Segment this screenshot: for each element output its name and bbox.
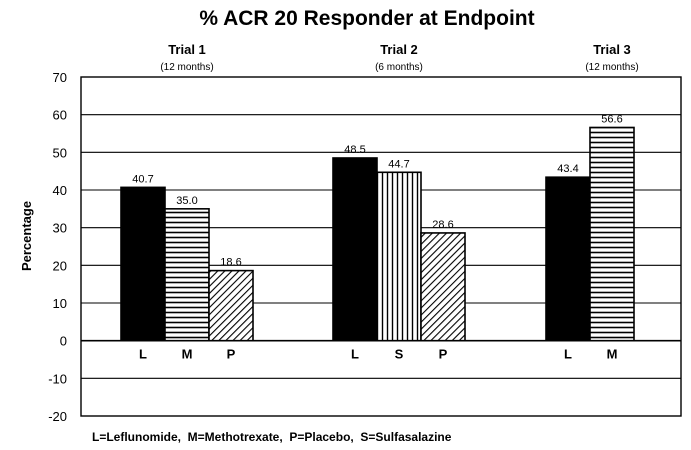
y-tick-label: 30 bbox=[52, 220, 67, 236]
chart-title: % ACR 20 Responder at Endpoint bbox=[199, 7, 535, 30]
bar-trial-2-l bbox=[333, 158, 377, 341]
y-tick-label: 0 bbox=[59, 333, 67, 349]
data-label: 28.6 bbox=[432, 218, 454, 231]
y-tick-label: 70 bbox=[52, 70, 67, 85]
data-label: 40.7 bbox=[132, 173, 154, 186]
category-label: M bbox=[181, 346, 193, 362]
bar-trial-1-l bbox=[121, 187, 165, 340]
data-label: 44.7 bbox=[388, 158, 410, 171]
trial-duration: (12 months) bbox=[160, 62, 214, 73]
data-label: 56.6 bbox=[601, 113, 623, 126]
category-label: P bbox=[226, 346, 236, 362]
y-tick-label: 50 bbox=[52, 145, 67, 161]
y-tick-label: -10 bbox=[48, 371, 67, 387]
category-label: P bbox=[438, 346, 448, 362]
data-label: 48.5 bbox=[344, 143, 366, 156]
category-label: L bbox=[351, 346, 359, 362]
bars bbox=[121, 127, 634, 340]
bar-trial-3-m bbox=[590, 127, 634, 340]
trial-title: Trial 1 bbox=[168, 42, 206, 57]
y-axis-label: Percentage bbox=[19, 200, 34, 272]
y-tick-labels bbox=[48, 70, 67, 424]
trial-duration: (12 months) bbox=[585, 62, 639, 73]
legend-footnote: L=Leflunomide, M=Methotrexate, P=Placebo, S=Sulfasalazine bbox=[92, 430, 452, 444]
data-label: 43.4 bbox=[557, 163, 579, 176]
trial-title: Trial 2 bbox=[380, 42, 418, 57]
category-label: S bbox=[394, 346, 404, 362]
bar-trial-1-p bbox=[209, 271, 253, 341]
y-tick-label: 40 bbox=[52, 183, 67, 198]
y-tick-label: 60 bbox=[52, 107, 67, 123]
category-label: L bbox=[564, 346, 572, 362]
trial-duration: (6 months) bbox=[375, 62, 423, 73]
data-label: 35.0 bbox=[176, 194, 198, 207]
trial-title: Trial 3 bbox=[593, 42, 631, 57]
y-tick-label: -20 bbox=[48, 409, 67, 424]
category-label: M bbox=[606, 346, 618, 362]
bar-trial-2-p bbox=[421, 233, 465, 341]
bar-trial-3-l bbox=[546, 177, 590, 340]
y-tick-label: 20 bbox=[52, 258, 67, 274]
bar-trial-1-m bbox=[165, 209, 209, 341]
category-label: L bbox=[139, 346, 147, 362]
y-tick-label: 10 bbox=[52, 296, 67, 311]
data-label: 18.6 bbox=[220, 256, 242, 269]
bar-trial-2-s bbox=[377, 172, 421, 340]
